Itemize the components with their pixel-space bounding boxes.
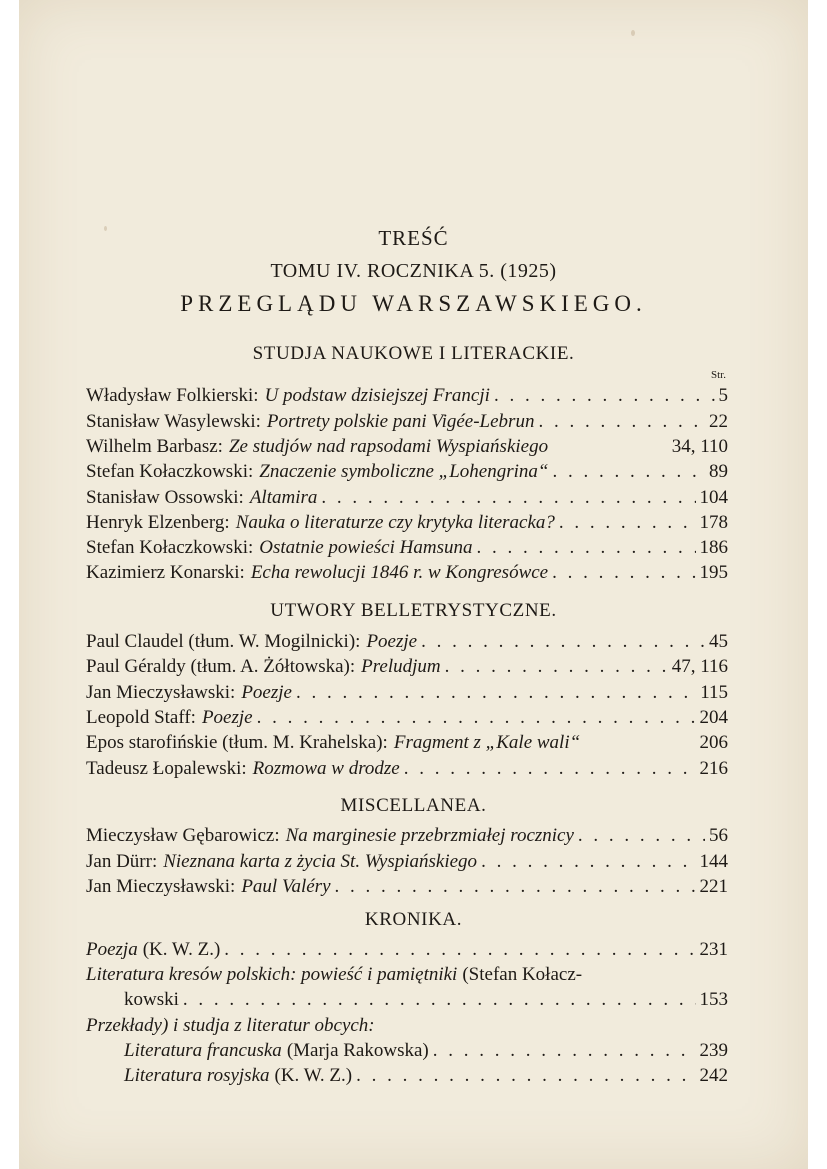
entry-author: Paul Géraldy (tłum. A. Żółtowska): [86,656,356,677]
leader-dots [224,939,695,961]
entry-page: 104 [699,487,728,508]
section-title-studja: STUDJA NAUKOWE I LITERACKIE. [252,343,575,364]
leader-dots [559,512,696,534]
leader-dots [335,876,696,898]
toc-entry [86,851,728,877]
entry-title: Przekłady) i studja z literatur obcych: [86,1015,375,1036]
entry-title: Literatura francuska [124,1040,282,1061]
entry-title: Echa rewolucji 1846 r. w Kongresówce [250,562,549,583]
entry-page: 204 [699,707,728,728]
volume-line: TOMU IV. ROCZNIKA 5. (1925) [270,260,557,282]
toc-entry [86,385,728,411]
leader-dots [356,1065,695,1087]
section-title-miscellanea: MISCELLANEA. [340,795,487,816]
entry-page: 5 [718,385,728,406]
toc-entry [86,656,728,682]
entry-author: (Stefan Kołacz- [462,964,583,985]
entry-page: 242 [699,1065,728,1086]
entry-title: Poezja [86,939,138,960]
toc-entry [86,1015,728,1041]
entry-page: 115 [700,682,728,703]
entry-page: 45 [709,631,728,652]
entry-title: U podstaw dzisiejszej Francji [264,385,490,406]
toc-entry [86,436,728,462]
leader-dots [404,758,696,780]
entry-page: 153 [699,989,728,1010]
entry-title: Portrety polskie pani Vigée-Lebrun [266,411,535,432]
leader-dots [321,487,695,509]
toc-entry [86,512,728,538]
entry-title: Altamira [249,487,318,508]
entry-title: Poezje [241,682,292,703]
entry-page: 195 [699,562,728,583]
toc-entry [86,876,728,902]
entry-author: Jan Mieczysławski: [86,682,236,703]
entry-title: Ze studjów nad rapsodami Wyspiańskiego [228,436,549,457]
leader-dots [578,825,705,847]
journal-name: PRZEGLĄDU WARSZAWSKIEGO. [180,291,647,316]
entry-page: 89 [709,461,728,482]
entry-author: (Marja Rakowska) [286,1040,429,1061]
section-title-kronika: KRONIKA. [364,909,463,930]
entry-author: (K. W. Z.) [142,939,221,960]
entry-page: 178 [699,512,728,533]
entry-page: 144 [699,851,728,872]
entry-title: Znaczenie symboliczne „Lohengrina“ [259,461,549,482]
entry-author: Jan Dürr: [86,851,158,872]
entry-title: Literatura kresów polskich: powieść i pamiętniki [86,964,458,985]
toc-entry [86,707,728,733]
entry-author: Paul Claudel (tłum. W. Mogilnicki): [86,631,361,652]
entry-page: 206 [699,732,728,753]
entry-author: Kazimierz Konarski: [86,562,245,583]
entry-author: Stanisław Ossowski: [86,487,244,508]
toc-entry [124,1065,728,1091]
section-title-utwory: UTWORY BELLETRYSTYCZNE. [270,600,557,621]
leader-dots [183,989,696,1011]
entry-title: Rozmowa w drodze [252,758,400,779]
entry-title: Literatura rosyjska [124,1065,270,1086]
entry-author: Władysław Folkierski: [86,385,259,406]
leader-dots [421,631,705,653]
toc-entry [86,825,728,851]
entry-page: 56 [709,825,728,846]
entry-title: Ostatnie powieści Hamsuna [259,537,473,558]
toc-entry [86,682,728,708]
entry-title: Nieznana karta z życia St. Wyspiańskiego [163,851,478,872]
leader-dots [445,656,668,678]
toc-entry [86,487,728,513]
entry-author: Jan Mieczysławski: [86,876,236,897]
entry-title: Preludjum [361,656,441,677]
entry-author-continued: kowski [124,989,179,1010]
toc-entry [124,1040,728,1066]
entry-page: 231 [699,939,728,960]
paper-stain [631,30,635,36]
entry-author: (K. W. Z.) [274,1065,353,1086]
leader-dots [494,385,715,407]
leader-dots [538,411,705,433]
entry-title: Na marginesie przebrzmiałej rocznicy [285,825,574,846]
leader-dots [257,707,696,729]
entry-page: 22 [709,411,728,432]
entry-title: Fragment z „Kale wali“ [393,732,581,753]
toc-entry [86,461,728,487]
toc-entry [86,732,728,758]
entry-page: 34, 110 [671,436,728,457]
toc-entry [86,411,728,437]
entry-author: Stefan Kołaczkowski: [86,537,254,558]
entry-author: Tadeusz Łopalewski: [86,758,247,779]
toc-entry [86,964,728,990]
entry-page: 186 [699,537,728,558]
toc-title: TREŚĆ [378,226,449,250]
entry-page: 221 [699,876,728,897]
leader-dots [552,562,695,584]
entry-title: Paul Valéry [241,876,331,897]
toc-entry [86,939,728,965]
entry-author: Stanisław Wasylewski: [86,411,261,432]
entry-author: Henryk Elzenberg: [86,512,230,533]
page-column-label: Str. [711,369,726,381]
leader-dots [481,851,695,873]
toc-entry [86,631,728,657]
entry-page: 239 [699,1040,728,1061]
entry-page: 47, 116 [671,656,728,677]
entry-author: Wilhelm Barbasz: [86,436,223,457]
toc-entry [86,537,728,563]
toc-entry [86,562,728,588]
entry-author: Epos starofińskie (tłum. M. Krahelska): [86,732,388,753]
leader-dots [296,682,696,704]
entry-title: Poezje [366,631,418,652]
leader-dots [552,461,705,483]
entry-author: Leopold Staff: [86,707,196,728]
toc-entry [86,758,728,784]
entry-author: Stefan Kołaczkowski: [86,461,254,482]
entry-title: Nauka o literaturze czy krytyka literacka? [235,512,555,533]
entry-title: Poezje [201,707,253,728]
entry-author: Mieczysław Gębarowicz: [86,825,280,846]
toc-entry-continuation [124,989,728,1015]
leader-dots [476,537,695,559]
leader-dots [433,1040,696,1062]
entry-page: 216 [699,758,728,779]
